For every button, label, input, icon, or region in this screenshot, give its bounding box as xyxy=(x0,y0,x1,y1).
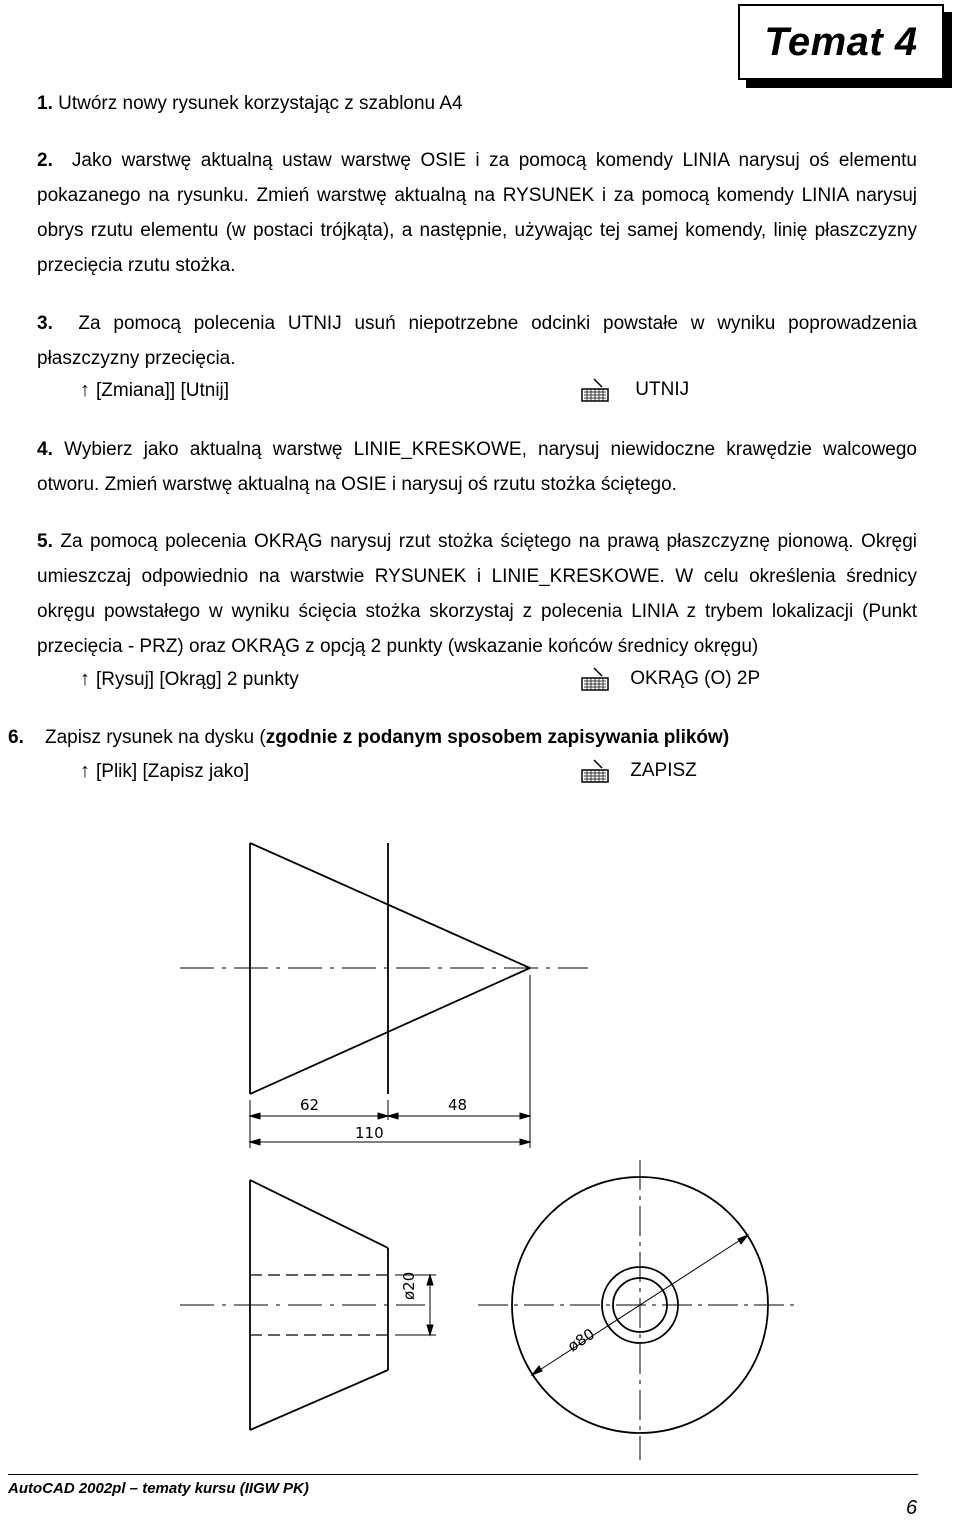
step-4-number: 4. xyxy=(37,439,53,460)
topic-title: Temat 4 xyxy=(764,19,918,64)
dim-phi80-label: ø80 xyxy=(564,1324,598,1356)
step-5-menu: [Rysuj] [Okrąg] 2 punkty xyxy=(96,669,299,690)
step-3-text: Za pomocą polecenia UTNIJ usuń niepotrzebne odcinki powstałe w wyniku poprowadzenia płaszczyzny przecięcia. xyxy=(37,313,917,369)
step-6-text: Zapisz rysunek na dysku ( xyxy=(44,727,266,748)
dim-110-label: 110 xyxy=(355,1124,384,1142)
step-5-command-text: OKRĄG (O) 2P xyxy=(630,668,761,689)
menu-arrow-icon: ↑ xyxy=(80,668,90,690)
step-2-text: Jako warstwę aktualną ustaw warstwę OSIE i za pomocą komendy LINIA narysuj oś elementu pokazanego na rysunku. Zmień warstwę aktualną na RYSUNEK i za pomocą komendy LINIA narysuj obrys rzutu elementu (w postaci trójkąta), a następnie, używając tej samej komendy, linię płaszczyzny przecięcia rzutu stożka. xyxy=(37,150,917,276)
dimension-lines xyxy=(250,975,530,1148)
dim-phi20-label: ø20 xyxy=(400,1271,418,1300)
step-6-bold-text: zgodnie z podanym sposobem zapisywania plików) xyxy=(265,727,730,748)
page-number: 6 xyxy=(906,1497,918,1519)
step-1-text: Utwórz nowy rysunek korzystając z szablonu A4 xyxy=(58,93,463,114)
step-5-text: Za pomocą polecenia OKRĄG narysuj rzut stożka ściętego na prawą płaszczyznę pionową. Okręgi umieszczaj odpowiednio na warstwie RYSUNEK i LINIE_KRESKOWE. W celu określenia średnicy okręgu powstałego w wyniku ścięcia stożka skorzystaj z polecenia LINIA z trybem lokalizacji (Punkt przecięcia - PRZ) oraz OKRĄG z opcją 2 punkty (wskazanie końców średnicy okręgu) xyxy=(37,531,917,657)
step-6-command-text: ZAPISZ xyxy=(630,760,697,781)
step-3-menu: [Zmiana]] [Utnij] xyxy=(96,380,230,401)
menu-arrow-icon: ↑ xyxy=(80,760,90,782)
center-lines xyxy=(478,1160,800,1460)
step-3-command-text: UTNIJ xyxy=(635,379,690,400)
step-4-text: Wybierz jako aktualną warstwę LINIE_KRESKOWE, narysuj niewidoczne krawędzie walcowego otworu. Zmień warstwę aktualną na OSIE i narysuj oś rzutu stożka ściętego. xyxy=(37,439,917,495)
step-6-number: 6. xyxy=(8,727,24,748)
step-1-number: 1. xyxy=(37,93,53,114)
dim-62-label: 62 xyxy=(300,1096,320,1114)
step-5-number: 5. xyxy=(37,531,53,552)
footer-text: AutoCAD 2002pl – tematy kursu (IIGW PK) xyxy=(8,1480,309,1497)
footer-divider xyxy=(8,1474,918,1475)
step-2-number: 2. xyxy=(37,150,53,171)
step-6-menu: [Plik] [Zapisz jako] xyxy=(96,761,250,782)
step-3-number: 3. xyxy=(37,313,53,334)
menu-arrow-icon: ↑ xyxy=(80,379,90,401)
dim-48-label: 48 xyxy=(448,1096,468,1114)
